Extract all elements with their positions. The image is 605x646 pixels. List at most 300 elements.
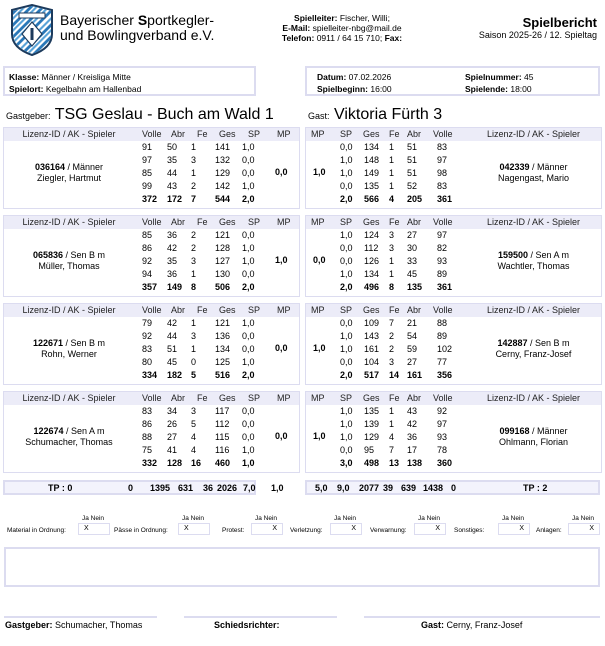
score-cell: 5 <box>191 419 197 429</box>
total-cell: 2,0 <box>340 194 353 204</box>
score-cell: 0,0 <box>340 256 353 266</box>
leader-value: Fischer, Willi; <box>337 13 390 23</box>
score-cell: 1 <box>389 142 395 152</box>
score-cell: 0,0 <box>242 344 255 354</box>
guest-total-ges: 2077 <box>359 483 380 493</box>
guest-sig-label: Gast: <box>421 620 445 630</box>
player-mp: 0,0 <box>275 343 288 353</box>
leader-label: Spielleiter: <box>294 13 338 23</box>
home-header-row <box>4 216 299 229</box>
check-label: Sonstiges: <box>454 527 485 534</box>
player-name: Nagengast, Mario <box>497 173 570 183</box>
score-cell: 129 <box>364 432 380 442</box>
score-cell: 1,0 <box>340 344 353 354</box>
col-ges: Ges <box>363 129 380 139</box>
score-cell: 93 <box>437 256 448 266</box>
player-name: Cerny, Franz-Josef <box>495 349 572 359</box>
player-name: Wachtler, Thomas <box>497 261 570 271</box>
score-cell: 4 <box>191 445 197 455</box>
email-label: E-Mail: <box>282 23 311 33</box>
score-cell: 3 <box>191 256 197 266</box>
home-label: Gastgeber: <box>6 111 51 121</box>
home-total-ges: 2026 <box>217 483 238 493</box>
score-cell: 116 <box>215 445 230 455</box>
score-cell: 83 <box>142 344 153 354</box>
check-field[interactable] <box>251 523 283 535</box>
score-cell: 97 <box>437 419 448 429</box>
col-fe: Fe <box>197 217 208 227</box>
total-cell: 372 <box>142 194 158 204</box>
score-cell: 51 <box>407 168 418 178</box>
score-cell: 121 <box>215 318 231 328</box>
player-id: 036164 <box>34 162 65 172</box>
check-field[interactable] <box>414 523 446 535</box>
score-cell: 44 <box>167 168 178 178</box>
score-cell: 98 <box>437 168 448 178</box>
score-cell: 1,0 <box>340 419 353 429</box>
score-cell: 1,0 <box>242 142 255 152</box>
total-cell: 138 <box>407 458 423 468</box>
referee-signature-line[interactable] <box>184 616 337 618</box>
datum-label: Datum: <box>317 72 347 82</box>
col-volle: Volle <box>142 217 162 227</box>
datum-value: 07.02.2026 <box>346 72 392 82</box>
score-cell: 1,0 <box>242 318 255 328</box>
check-field[interactable] <box>498 523 530 535</box>
col-abr: Abr <box>171 305 186 315</box>
player-ak: / Männer <box>529 426 568 436</box>
guest-total-volle: 1438 <box>423 483 444 493</box>
check-value: X <box>589 525 594 532</box>
total-cell: 357 <box>142 282 158 292</box>
score-cell: 41 <box>167 445 178 455</box>
total-cell: 361 <box>437 194 453 204</box>
score-cell: 1,0 <box>340 230 353 240</box>
player-name: Ohlmann, Florian <box>498 437 569 447</box>
score-cell: 1 <box>191 344 197 354</box>
score-cell: 134 <box>215 344 231 354</box>
total-cell: 566 <box>364 194 380 204</box>
total-cell: 517 <box>364 370 380 380</box>
report-header <box>479 15 597 40</box>
klasse-label: Klasse: <box>9 72 40 82</box>
score-cell: 43 <box>407 406 418 416</box>
organization-name <box>60 13 214 43</box>
score-cell: 7 <box>389 318 395 328</box>
col-player: Lizenz-ID / AK - Spieler <box>486 129 581 139</box>
score-cell: 7 <box>389 445 395 455</box>
score-cell: 3 <box>389 357 395 367</box>
total-cell: 172 <box>167 194 183 204</box>
score-cell: 1 <box>191 168 197 178</box>
score-cell: 1 <box>389 406 395 416</box>
guest-total-fe: 39 <box>383 483 394 493</box>
score-cell: 1 <box>389 155 395 165</box>
score-cell: 129 <box>215 168 231 178</box>
score-cell: 0,0 <box>242 432 255 442</box>
score-cell: 54 <box>407 331 418 341</box>
score-cell: 121 <box>215 230 231 240</box>
col-mp: MP <box>311 305 325 315</box>
total-cell: 7 <box>191 194 197 204</box>
score-cell: 89 <box>437 269 448 279</box>
home-header-row <box>4 128 299 141</box>
col-volle: Volle <box>142 393 162 403</box>
total-cell: 14 <box>389 370 400 380</box>
score-cell: 1 <box>191 142 197 152</box>
col-player: Lizenz-ID / AK - Spieler <box>22 217 116 227</box>
check-field[interactable] <box>330 523 362 535</box>
col-player: Lizenz-ID / AK - Spieler <box>22 393 116 403</box>
check-label: Protest: <box>222 527 245 534</box>
home-player-block <box>3 215 300 297</box>
total-cell: 361 <box>437 282 453 292</box>
score-cell: 132 <box>215 155 231 165</box>
score-cell: 112 <box>215 419 230 429</box>
score-cell: 59 <box>407 344 418 354</box>
total-cell: 2,0 <box>242 282 255 292</box>
home-player <box>4 338 134 360</box>
email-value: spielleiter-nbg@mail.de <box>310 23 402 33</box>
home-total-volle: 1395 <box>150 483 171 493</box>
spielort-value: Kegelbahn am Hallenbad <box>43 84 142 94</box>
spielende-label: Spielende: <box>465 84 508 94</box>
player-mp: 1,0 <box>313 431 326 441</box>
score-cell: 99 <box>142 181 153 191</box>
score-cell: 139 <box>364 419 380 429</box>
check-value: X <box>272 525 277 532</box>
score-cell: 79 <box>142 318 153 328</box>
player-ak: / Sen B m <box>63 338 106 348</box>
col-volle: Volle <box>433 217 453 227</box>
col-mp: MP <box>311 217 325 227</box>
check-value: X <box>184 525 189 532</box>
check-label: Pässe in Ordnung: <box>114 527 168 534</box>
total-cell: 498 <box>364 458 380 468</box>
col-mp: MP <box>311 393 325 403</box>
score-cell: 2 <box>389 344 395 354</box>
score-cell: 50 <box>167 142 178 152</box>
score-cell: 86 <box>142 419 153 429</box>
home-total-sp: 7,0 <box>243 483 256 493</box>
home-total-fe: 36 <box>203 483 214 493</box>
score-cell: 135 <box>364 181 380 191</box>
score-cell: 135 <box>364 406 380 416</box>
home-total-abr: 631 <box>178 483 194 493</box>
col-ges: Ges <box>219 217 236 227</box>
score-cell: 0 <box>191 357 197 367</box>
total-cell: 8 <box>191 282 197 292</box>
total-cell: 16 <box>191 458 202 468</box>
col-sp: SP <box>248 217 261 227</box>
score-cell: 124 <box>364 230 380 240</box>
player-id: 099168 <box>499 426 530 436</box>
player-mp: 0,0 <box>275 431 288 441</box>
ja-nein-header: Ja Nein <box>418 515 441 522</box>
col-sp: SP <box>248 129 261 139</box>
score-cell: 4 <box>389 432 395 442</box>
player-mp: 1,0 <box>275 255 288 265</box>
check-value: X <box>435 525 440 532</box>
score-cell: 1,0 <box>340 269 353 279</box>
notes-field[interactable] <box>4 547 600 587</box>
col-abr: Abr <box>407 217 422 227</box>
score-cell: 45 <box>407 269 418 279</box>
spielende-value: 18:00 <box>507 84 532 94</box>
spielnummer-value: 45 <box>521 72 534 82</box>
season: Saison 2025-26 / 12. Spieltag <box>478 30 597 40</box>
guest-player <box>466 162 601 184</box>
score-cell: 128 <box>215 243 231 253</box>
score-cell: 42 <box>407 419 418 429</box>
score-cell: 1,0 <box>242 243 255 253</box>
col-ges: Ges <box>219 393 236 403</box>
fax-label: Fax: <box>382 33 403 43</box>
score-cell: 143 <box>364 331 380 341</box>
col-abr: Abr <box>407 393 422 403</box>
score-cell: 89 <box>437 331 448 341</box>
score-cell: 3 <box>191 331 197 341</box>
col-mp: MP <box>277 393 291 403</box>
total-cell: 332 <box>142 458 158 468</box>
score-cell: 115 <box>215 432 230 442</box>
score-cell: 0,0 <box>242 331 255 341</box>
home-signature-line[interactable] <box>4 616 157 618</box>
col-sp: SP <box>248 305 261 315</box>
guest-total-x: 0 <box>451 483 457 493</box>
score-cell: 1 <box>389 256 395 266</box>
ja-nein-header: Ja Nein <box>182 515 205 522</box>
score-cell: 33 <box>407 256 418 266</box>
player-ak: / Männer <box>65 162 104 172</box>
score-cell: 130 <box>215 269 231 279</box>
score-cell: 0,0 <box>242 230 255 240</box>
score-cell: 93 <box>437 432 448 442</box>
score-cell: 3 <box>191 406 197 416</box>
guest-signature-line[interactable] <box>364 616 600 618</box>
check-value: X <box>519 525 524 532</box>
bskv-logo-icon <box>10 4 54 56</box>
player-id: 122674 <box>33 426 64 436</box>
total-cell: 544 <box>215 194 231 204</box>
score-cell: 97 <box>437 155 448 165</box>
col-ges: Ges <box>363 393 380 403</box>
col-fe: Fe <box>389 393 400 403</box>
col-ges: Ges <box>219 129 236 139</box>
col-abr: Abr <box>407 305 422 315</box>
total-cell: 496 <box>364 282 380 292</box>
score-cell: 97 <box>437 230 448 240</box>
org-line1-a: Bayerischer <box>60 12 138 28</box>
score-cell: 85 <box>142 168 153 178</box>
ja-nein-header: Ja Nein <box>255 515 278 522</box>
col-mp: MP <box>277 305 291 315</box>
spielort-label: Spielort: <box>9 84 44 94</box>
player-name: Ziegler, Hartmut <box>36 173 102 183</box>
score-cell: 0,0 <box>242 406 255 416</box>
referee-sig-label: Schiedsrichter: <box>214 620 280 630</box>
col-fe: Fe <box>389 129 400 139</box>
match-info-left <box>3 66 256 96</box>
spielbeginn-label: Spielbeginn: <box>317 84 368 94</box>
guest-tp: TP : 2 <box>523 483 548 493</box>
score-cell: 78 <box>437 445 448 455</box>
guest-total-abr: 639 <box>401 483 417 493</box>
guest-label: Gast: <box>308 111 330 121</box>
col-abr: Abr <box>407 129 422 139</box>
org-line2: und Bowlingverband e.V. <box>60 27 215 43</box>
score-cell: 83 <box>142 406 153 416</box>
score-cell: 0,0 <box>340 318 353 328</box>
check-field[interactable] <box>78 523 110 535</box>
total-cell: 13 <box>389 458 400 468</box>
score-cell: 2 <box>191 181 197 191</box>
player-ak: / Sen B m <box>63 250 106 260</box>
score-cell: 88 <box>437 318 448 328</box>
score-cell: 27 <box>407 357 418 367</box>
total-cell: 360 <box>437 458 453 468</box>
check-label: Verletzung: <box>290 527 323 534</box>
score-cell: 125 <box>215 357 231 367</box>
check-value: X <box>351 525 356 532</box>
guest-total-mp: 5,0 <box>315 483 328 493</box>
score-cell: 141 <box>215 142 231 152</box>
score-cell: 4 <box>191 432 197 442</box>
home-header-row <box>4 392 299 405</box>
spielbeginn-value: 16:00 <box>368 84 392 94</box>
total-cell: 2,0 <box>242 194 255 204</box>
player-name: Müller, Thomas <box>38 261 100 271</box>
guest-sig-value: Cerny, Franz-Josef <box>444 620 523 630</box>
guest-team <box>308 106 442 124</box>
col-mp: MP <box>311 129 325 139</box>
total-cell: 334 <box>142 370 158 380</box>
score-cell: 1 <box>389 181 395 191</box>
player-id: 159500 <box>497 250 528 260</box>
score-cell: 2 <box>191 230 197 240</box>
col-sp: SP <box>340 217 353 227</box>
col-mp: MP <box>277 217 291 227</box>
col-fe: Fe <box>389 305 400 315</box>
score-cell: 1 <box>191 269 197 279</box>
score-cell: 35 <box>167 256 178 266</box>
total-cell: 161 <box>407 370 423 380</box>
total-cell: 460 <box>215 458 231 468</box>
col-ges: Ges <box>363 305 380 315</box>
guest-player-block <box>305 215 602 297</box>
guest-signature <box>421 620 522 630</box>
col-volle: Volle <box>433 393 453 403</box>
score-cell: 2 <box>389 331 395 341</box>
score-cell: 91 <box>142 142 153 152</box>
col-player: Lizenz-ID / AK - Spieler <box>22 129 116 139</box>
check-field[interactable] <box>178 523 210 535</box>
score-cell: 27 <box>407 230 418 240</box>
score-cell: 21 <box>407 318 418 328</box>
home-sig-label: Gastgeber: <box>5 620 53 630</box>
player-mp: 1,0 <box>313 343 326 353</box>
score-cell: 82 <box>437 243 448 253</box>
score-cell: 30 <box>407 243 418 253</box>
total-cell: 149 <box>167 282 183 292</box>
ja-nein-header: Ja Nein <box>502 515 525 522</box>
col-fe: Fe <box>197 129 208 139</box>
col-ges: Ges <box>219 305 236 315</box>
guest-header-row <box>306 392 601 405</box>
score-cell: 86 <box>142 243 153 253</box>
score-cell: 0,0 <box>242 168 255 178</box>
player-ak: / Sen A m <box>528 250 570 260</box>
score-cell: 51 <box>167 344 178 354</box>
score-cell: 117 <box>215 406 230 416</box>
total-cell: 1,0 <box>242 458 255 468</box>
check-label: Anlagen: <box>536 527 562 534</box>
col-fe: Fe <box>389 217 400 227</box>
score-cell: 26 <box>167 419 178 429</box>
score-cell: 112 <box>364 243 379 253</box>
player-id: 122671 <box>32 338 63 348</box>
total-cell: 135 <box>407 282 423 292</box>
score-cell: 134 <box>364 142 380 152</box>
score-cell: 149 <box>364 168 380 178</box>
score-cell: 1,0 <box>340 331 353 341</box>
score-cell: 92 <box>437 406 448 416</box>
score-cell: 134 <box>364 269 380 279</box>
score-cell: 77 <box>437 357 448 367</box>
col-volle: Volle <box>433 129 453 139</box>
total-cell: 516 <box>215 370 231 380</box>
ja-nein-header: Ja Nein <box>334 515 357 522</box>
col-volle: Volle <box>142 129 162 139</box>
guest-team-name: Viktoria Fürth 3 <box>333 106 443 123</box>
guest-header-row <box>306 216 601 229</box>
guest-player <box>466 338 601 360</box>
score-cell: 0,0 <box>340 243 353 253</box>
score-cell: 1,0 <box>242 357 255 367</box>
check-field[interactable] <box>568 523 600 535</box>
score-cell: 17 <box>407 445 418 455</box>
score-cell: 83 <box>437 181 448 191</box>
score-cell: 127 <box>215 256 231 266</box>
home-player-block <box>3 127 300 209</box>
total-cell: 3,0 <box>340 458 353 468</box>
score-cell: 1 <box>389 419 395 429</box>
score-cell: 27 <box>167 432 178 442</box>
guest-totals <box>305 480 600 495</box>
score-cell: 102 <box>437 344 453 354</box>
player-id: 042339 <box>499 162 530 172</box>
score-cell: 44 <box>167 331 178 341</box>
score-cell: 1 <box>389 269 395 279</box>
score-cell: 88 <box>142 432 153 442</box>
score-cell: 3 <box>191 155 197 165</box>
score-cell: 0,0 <box>242 419 255 429</box>
col-player: Lizenz-ID / AK - Spieler <box>486 305 581 315</box>
guest-header-row <box>306 304 601 317</box>
score-cell: 42 <box>167 243 178 253</box>
score-cell: 97 <box>142 155 153 165</box>
player-mp: 0,0 <box>313 255 326 265</box>
player-id: 142887 <box>497 338 528 348</box>
score-cell: 0,0 <box>340 181 353 191</box>
report-title: Spielbericht <box>522 15 597 30</box>
score-cell: 36 <box>407 432 418 442</box>
score-cell: 75 <box>142 445 153 455</box>
home-player-block <box>3 391 300 473</box>
player-ak: / Sen B m <box>527 338 570 348</box>
col-sp: SP <box>340 129 353 139</box>
guest-player <box>466 250 601 272</box>
